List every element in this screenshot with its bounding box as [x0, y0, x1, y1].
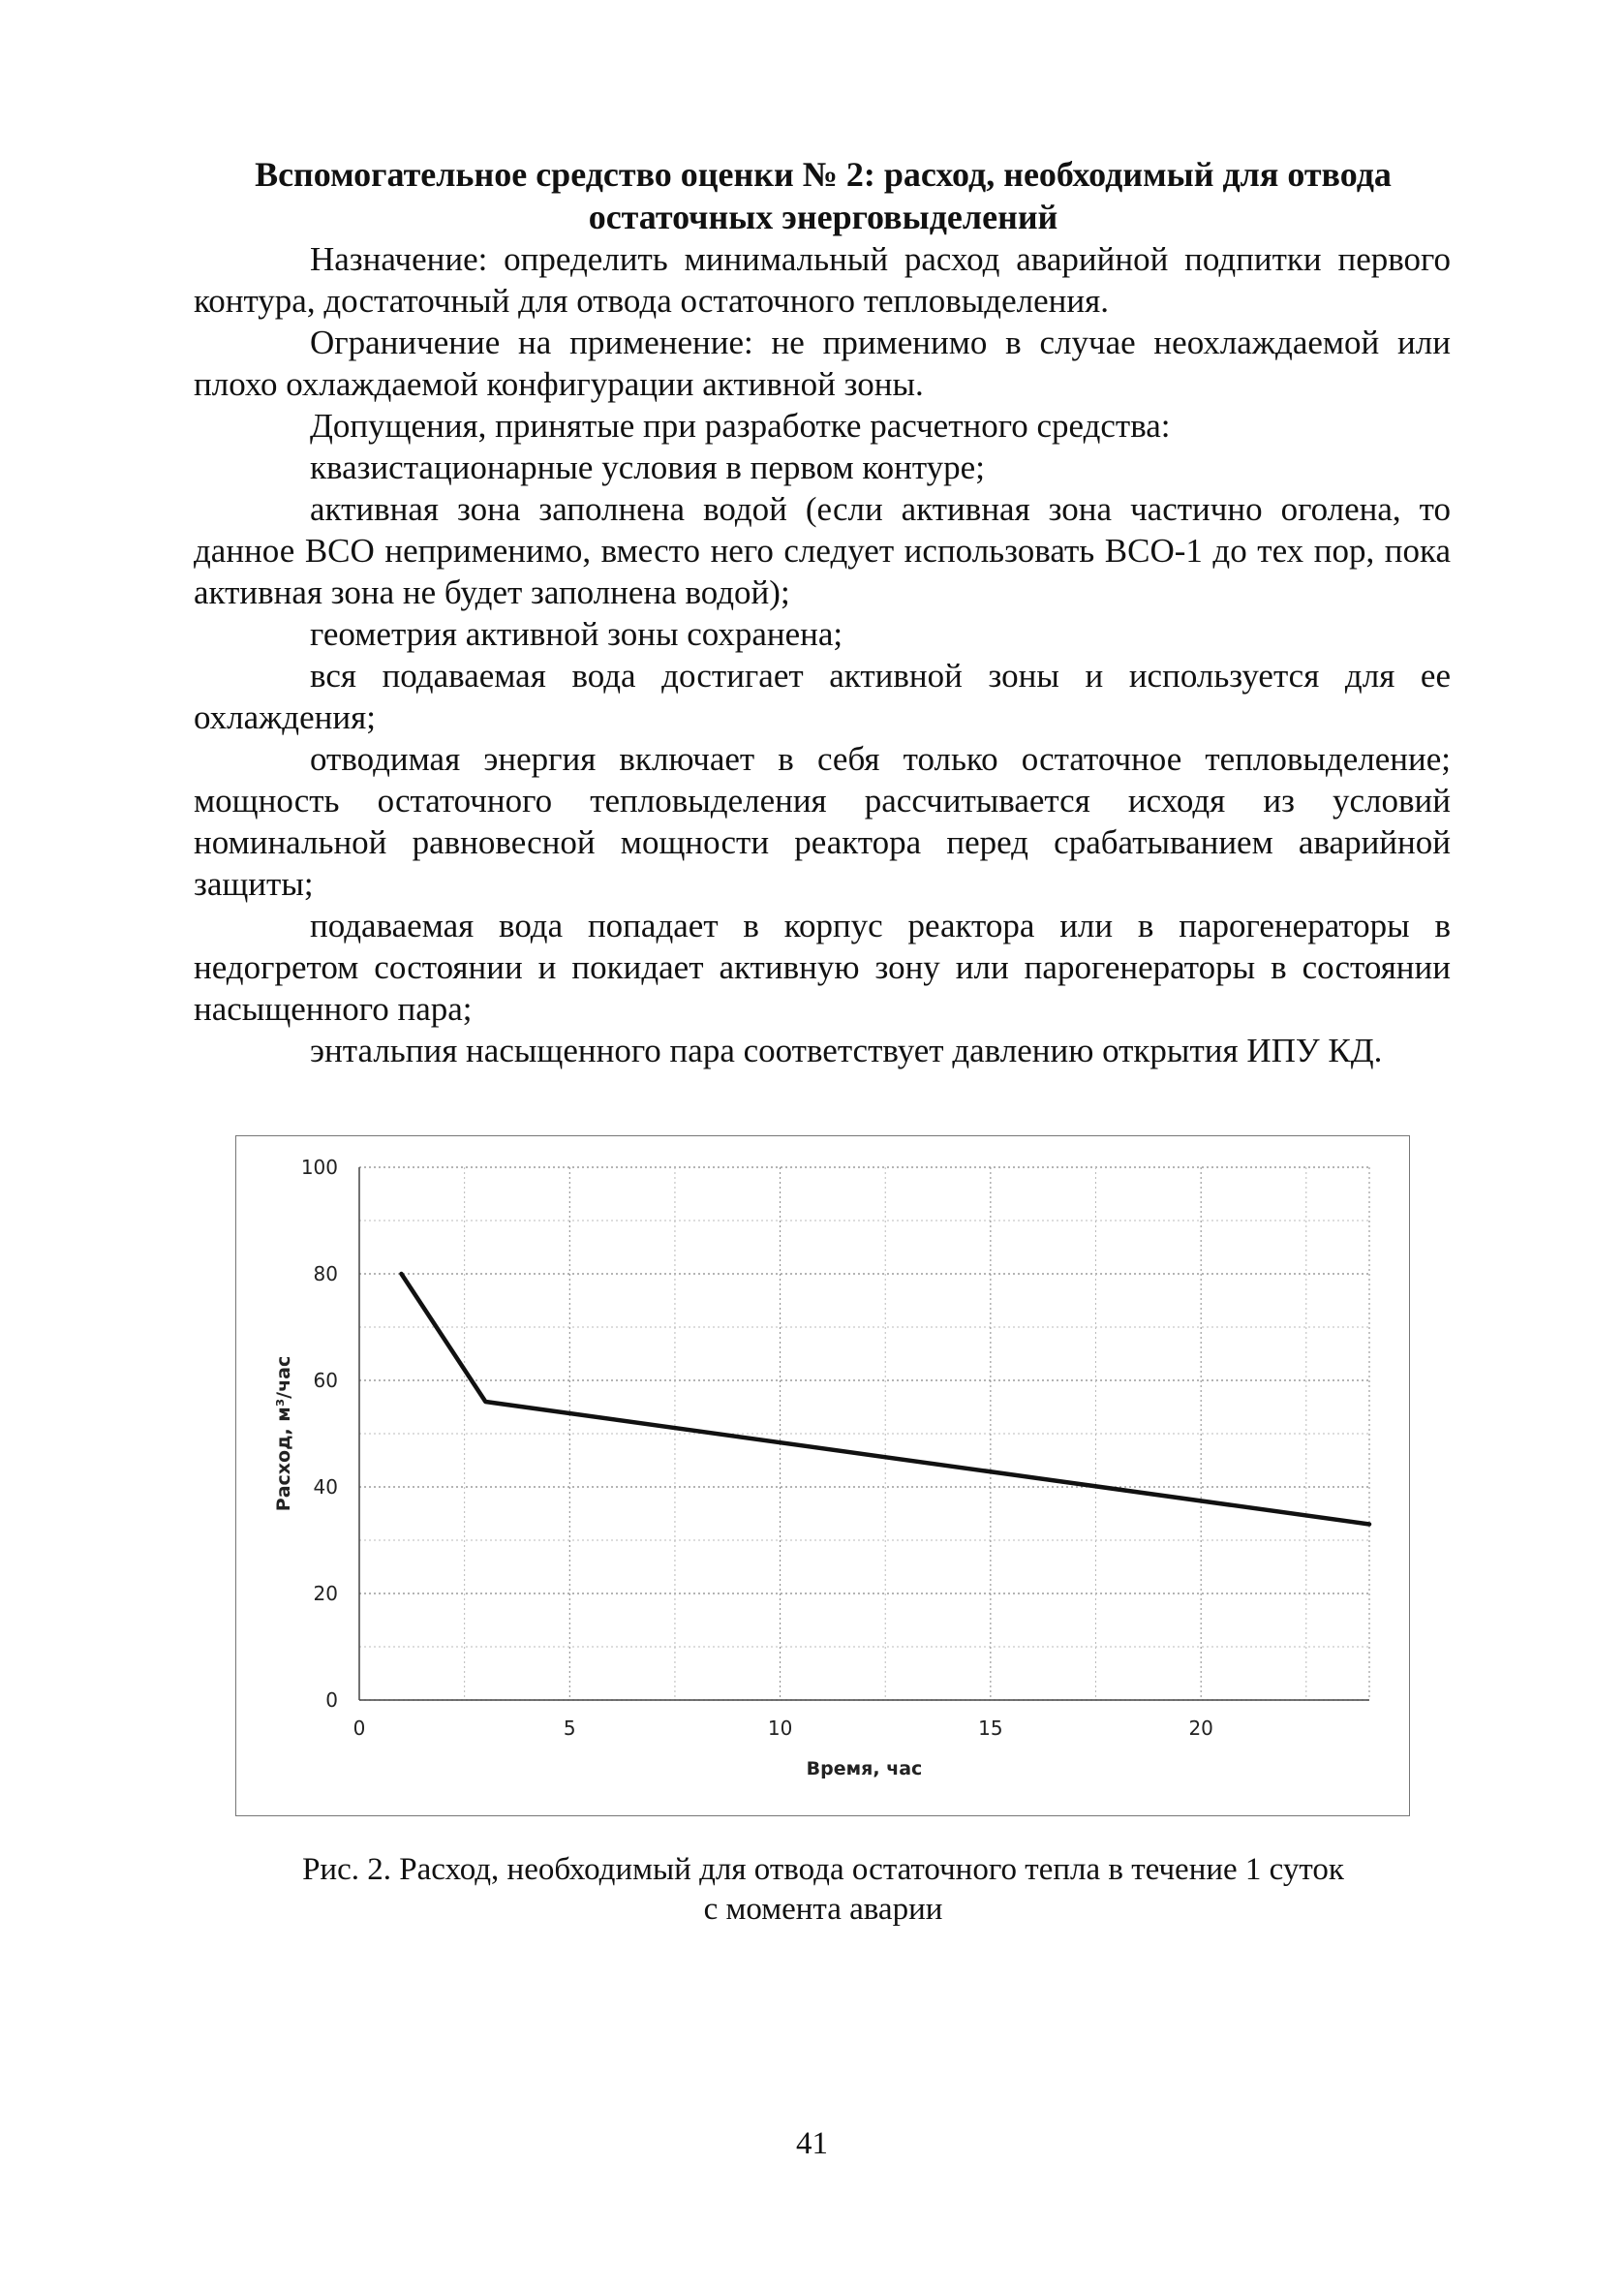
x-tick-label: 15 — [978, 1717, 1003, 1740]
flow-rate-chart — [236, 1136, 1411, 1817]
y-tick-label: 100 — [300, 1156, 338, 1179]
body-text — [194, 238, 1451, 1071]
heading-line-2: остаточных энерговыделений — [588, 198, 1058, 236]
y-tick-label: 60 — [313, 1369, 338, 1392]
y-tick-label: 20 — [313, 1582, 338, 1605]
x-tick-label: 5 — [563, 1717, 576, 1740]
page-number: 41 — [796, 2126, 828, 2161]
caption-line-1: Рис. 2. Расход, необходимый для отвода остаточного тепла в течение 1 суток — [302, 1852, 1344, 1887]
x-tick-label: 0 — [352, 1717, 366, 1740]
caption-line-2: с момента аварии — [703, 1892, 943, 1927]
section-heading — [194, 153, 1453, 238]
heading-line-1: Вспомогательное средство оценки № 2: расход, необходимый для отвода — [255, 155, 1392, 194]
y-tick-label: 0 — [325, 1688, 338, 1712]
y-tick-label: 40 — [313, 1475, 338, 1499]
paragraph-assumption-1: квазистационарные условия в первом контуре; — [310, 449, 985, 486]
x-tick-label: 20 — [1188, 1717, 1213, 1740]
y-tick-label: 80 — [313, 1262, 338, 1285]
paragraph-assumption-6: подаваемая вода попадает в корпус реактора или в парогенераторы в недогретом состоянии и покидает активную зону или парогенераторы в состоянии насыщенного пара; — [194, 907, 1451, 1028]
paragraph-limitation: Ограничение на применение: не применимо в случае неохлаждаемой или плохо охлаждаемой конфигурации активной зоны. — [194, 324, 1451, 403]
paragraph-assumption-3: геометрия активной зоны сохранена; — [310, 615, 843, 653]
y-axis-label: Расход, м³/час — [273, 1355, 294, 1512]
figure-caption — [194, 1850, 1453, 1930]
x-axis-label: Время, час — [806, 1758, 923, 1779]
paragraph-assumption-2: активная зона заполнена водой (если активная зона частично оголена, то данное ВСО неприменимо, вместо него следует использовать ВСО-1 до тех пор, пока активная зона не будет заполнена водой); — [194, 490, 1451, 611]
x-tick-label: 10 — [767, 1717, 793, 1740]
paragraph-assumption-7: энтальпия насыщенного пара соответствует давлению открытия ИПУ КД. — [310, 1032, 1383, 1069]
paragraph-purpose: Назначение: определить минимальный расход аварийной подпитки первого контура, достаточный для отвода остаточного тепловыделения. — [194, 240, 1451, 320]
paragraph-assumptions-intro: Допущения, принятые при разработке расчетного средства: — [310, 407, 1171, 445]
chart-frame — [235, 1135, 1410, 1816]
paragraph-assumption-5: отводимая энергия включает в себя только остаточное тепловыделение; мощность остаточного тепловыделения рассчитывается исходя из условий номинальной равновесной мощности реактора перед срабатыванием аварийной защиты; — [194, 740, 1451, 903]
paragraph-assumption-4: вся подаваемая вода достигает активной зоны и используется для ее охлаждения; — [194, 657, 1451, 736]
series-line — [401, 1274, 1369, 1525]
